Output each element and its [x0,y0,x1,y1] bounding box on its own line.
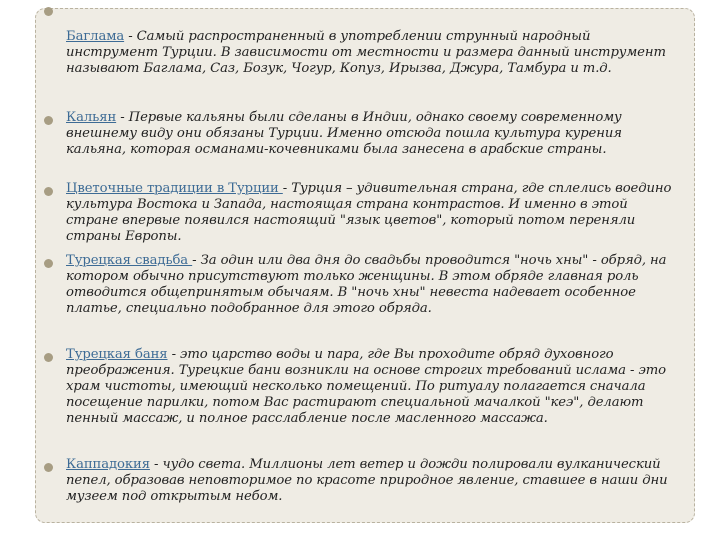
list-item-text [66,110,678,158]
item-link[interactable]: Каппадокия [66,457,150,472]
item-description: - Самый распространенный в употреблении струнный народный инструмент Турции. В зависимости от местности и размера данный инструмент называют Баглама, Саз, Бозук, Чогур, Копуз, Ирызва, Джура, Тамбура и т.д. [66,29,666,76]
item-description: - чудо света. Миллионы лет ветер и дожди полировали вулканический пепел, образовав неповторимое по красоте природное явление, ставшее в наши дни музеем под открытым небом. [66,457,668,504]
bullet-icon [44,116,53,125]
bullet-icon [44,7,53,16]
item-description: - За один или два дня до свадьбы проводится "ночь хны" - обряд, на котором обычно присутствуют только женщины. В этом обряде главная роль отводится общепринятым обычаям. В "ночь хны" невеста надевает особенное платье, специально подобранное для этого обряда. [66,253,667,316]
list-item-text [66,181,678,245]
bullet-icon [44,187,53,196]
item-link[interactable]: Кальян [66,110,117,125]
item-link[interactable]: Баглама [66,29,125,44]
list-item-text [66,253,678,317]
bullet-icon [44,353,53,362]
item-link[interactable]: Турецкая свадьба [66,253,193,268]
item-link[interactable]: Цветочные традиции в Турции [66,181,283,196]
item-description: - Первые кальяны были сделаны в Индии, однако своему современному внешнему виду они обязаны Турции. Именно отсюда пошла культура курения кальяна, которая османами-кочевниками была занесена в арабские страны. [66,110,622,157]
list-item-text [66,347,678,427]
list-item-text [66,457,678,505]
item-link[interactable]: Турецкая баня [66,347,168,362]
list-item-text [66,29,678,77]
bullet-icon [44,463,53,472]
item-description: - Турция – удивительная страна, где сплелись воедино культура Востока и Запада, настоящая страна контрастов. И именно в этой стране впервые появился настоящий "язык цветов", который потом переняли страны Европы. [66,181,672,244]
item-description: - это царство воды и пара, где Вы проходите обряд духовного преображения. Турецкие бани возникли на основе строгих требований ислама - это храм чистоты, имеющий несколько помещений. По ритуалу полагается сначала посещение парилки, потом Вас растирают специальной мачалкой "кеэ", делают пенный массаж, и полное расслабление после масленного массажа. [66,347,666,426]
bullet-icon [44,259,53,268]
